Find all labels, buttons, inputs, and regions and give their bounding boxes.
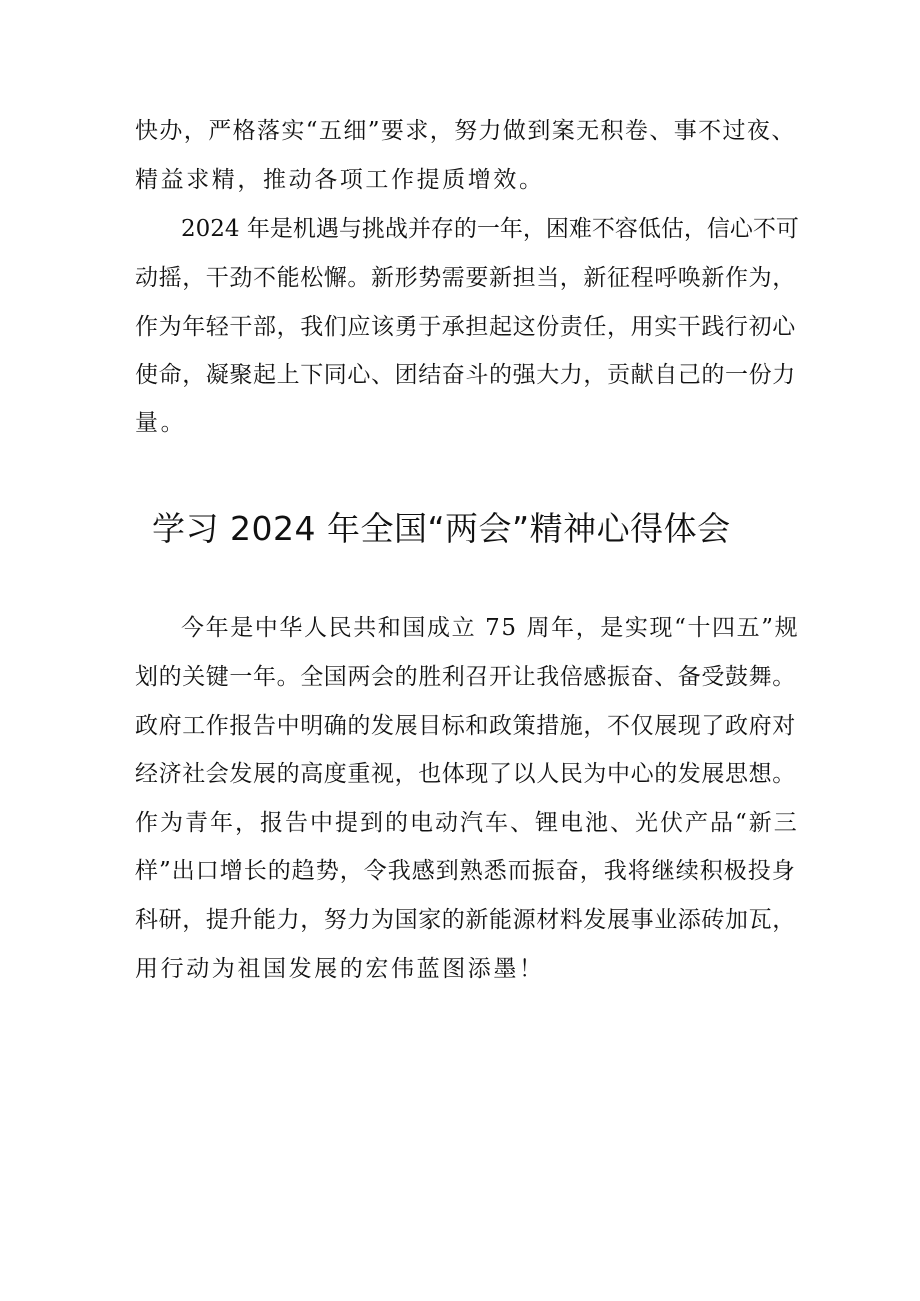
paragraph-line: 科研，提升能力，努力为国家的新能源材料发展事业添砖加瓦， xyxy=(135,907,796,933)
paragraph-line: 今年是中华人民共和国成立 75 周年，是实现“十四五”规 xyxy=(181,615,800,641)
paragraph-line: 动摇，干劲不能松懈。新形势需要新担当，新征程呼唤新作为， xyxy=(135,265,796,291)
paragraph-line: 政府工作报告中明确的发展目标和政策措施，不仅展现了政府对 xyxy=(135,713,796,739)
article-title: 学习 2024 年全国“两会”精神心得体会 xyxy=(152,509,731,548)
paragraph-line: 用行动为祖国发展的宏伟蓝图添墨！ xyxy=(135,956,545,982)
paragraph-line: 量。 xyxy=(135,410,187,436)
paragraph-line: 作为年轻干部，我们应该勇于承担起这份责任，用实干践行初心 xyxy=(135,314,796,340)
paragraph-line: 精益求精，推动各项工作提质增效。 xyxy=(135,167,545,193)
paragraph-line: 划的关键一年。全国两会的胜利召开让我倍感振奋、备受鼓舞。 xyxy=(135,664,796,690)
paragraph-line: 经济社会发展的高度重视，也体现了以人民为中心的发展思想。 xyxy=(135,761,796,787)
paragraph-line: 使命，凝聚起上下同心、团结奋斗的强大力，贡献自己的一份力 xyxy=(135,362,796,388)
paragraph-line: 样”出口增长的趋势，令我感到熟悉而振奋，我将继续积极投身 xyxy=(135,858,796,884)
paragraph-line: 2024 年是机遇与挑战并存的一年，困难不容低估，信心不可 xyxy=(181,216,799,242)
paragraph-line: 快办，严格落实“五细”要求，努力做到案无积卷、事不过夜、 xyxy=(135,118,796,144)
paragraph-line: 作为青年，报告中提到的电动汽车、锂电池、光伏产品“新三 xyxy=(135,810,799,836)
